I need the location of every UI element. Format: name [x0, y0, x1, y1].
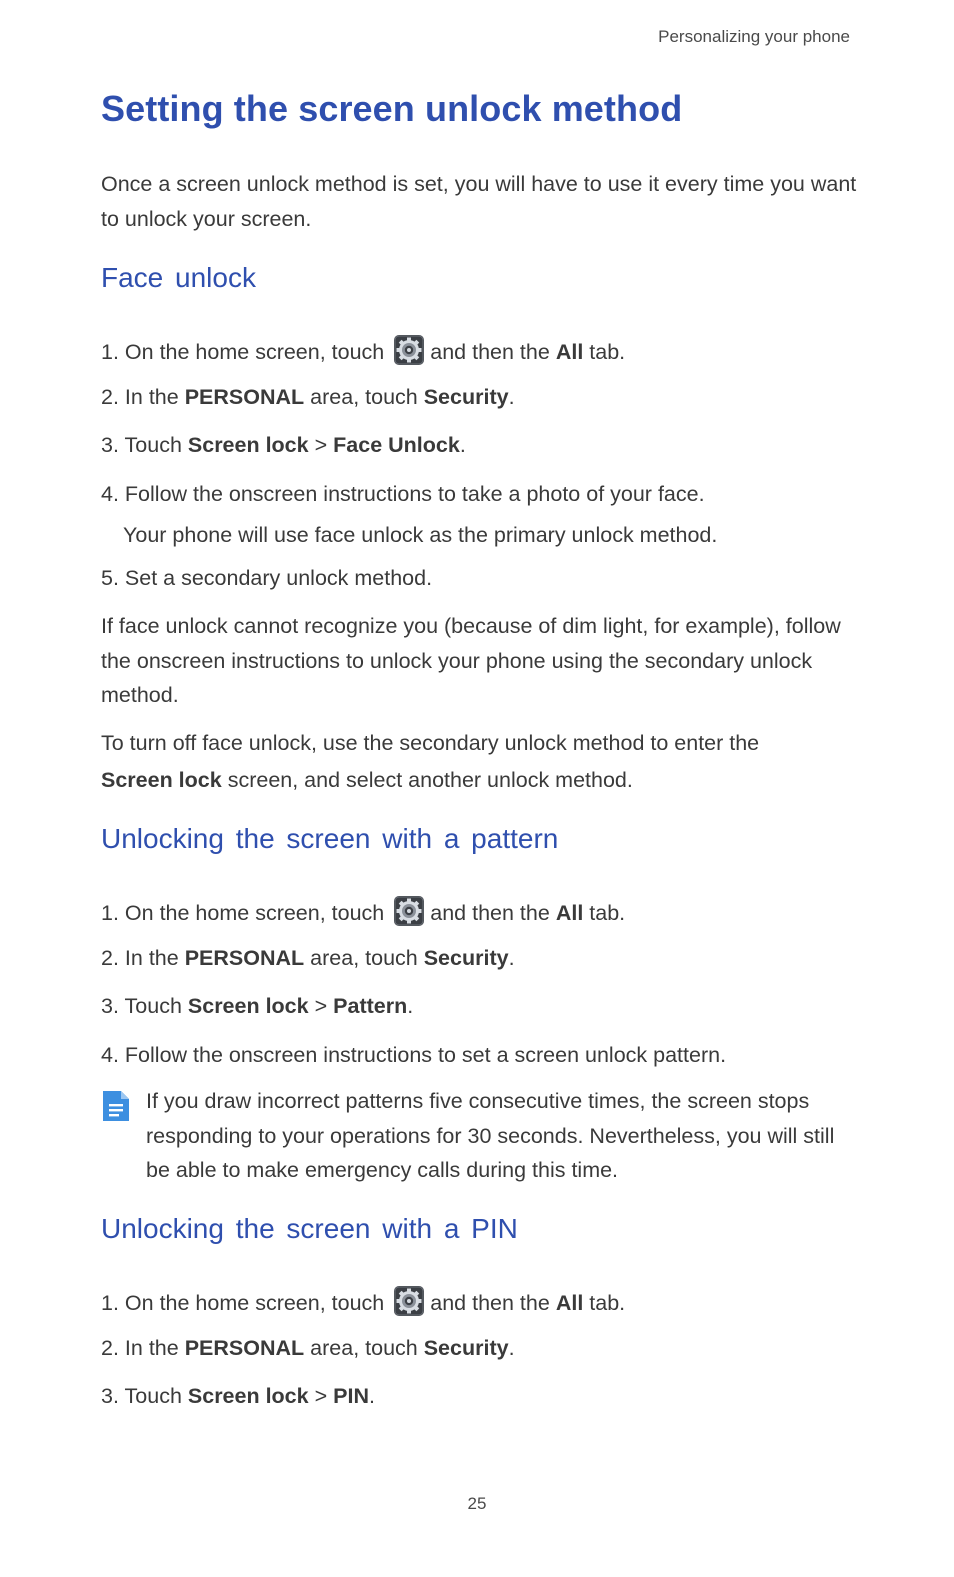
pin-step-2: 2. In the PERSONAL area, touch Security. [101, 1336, 515, 1360]
face-step-4-result: Your phone will use face unlock as the primary unlock method. [123, 523, 718, 547]
face-step-4: 4. Follow the onscreen instructions to take a photo of your face. [101, 482, 705, 506]
pattern-step-1: 1. On the home screen, touch and then the All tab. [101, 896, 625, 927]
settings-gear-icon [394, 896, 424, 926]
page-number: 25 [467, 1494, 487, 1513]
section-heading-pattern: Unlocking the screen with a pattern [101, 823, 559, 854]
section-heading-pin: Unlocking the screen with a PIN [101, 1213, 518, 1244]
pattern-step-3: 3. Touch Screen lock > Pattern. [101, 994, 414, 1018]
page-title: Setting the screen unlock method [101, 88, 683, 129]
pin-step-1: 1. On the home screen, touch and then the All tab. [101, 1286, 625, 1317]
section-heading-face-unlock: Face unlock [101, 262, 256, 293]
settings-gear-icon [394, 335, 424, 365]
running-header: Personalizing your phone [658, 27, 850, 46]
pattern-note-text: If you draw incorrect patterns five consecutive times, the screen stops responding to your operations for 30 seconds. Nevertheless, you will still be able to make emergency calls during this time. [146, 1089, 835, 1182]
face-step-2: 2. In the PERSONAL area, touch Security. [101, 385, 515, 409]
face-unlock-turn-off-paragraph: To turn off face unlock, use the secondary unlock method to enter the Screen lock screen, and select another unlock method. [101, 731, 760, 792]
face-unlock-fallback-paragraph: If face unlock cannot recognize you (because of dim light, for example), follow the onscreen instructions to unlock your phone using the secondary unlock method. [101, 614, 841, 707]
note-document-icon [101, 1089, 131, 1123]
pattern-step-4: 4. Follow the onscreen instructions to set a screen unlock pattern. [101, 1043, 727, 1067]
face-step-3: 3. Touch Screen lock > Face Unlock. [101, 433, 466, 457]
pattern-step-2: 2. In the PERSONAL area, touch Security. [101, 946, 515, 970]
pin-step-3: 3. Touch Screen lock > PIN. [101, 1384, 375, 1408]
face-step-1: 1. On the home screen, touch and then the All tab. [101, 335, 625, 366]
settings-gear-icon [394, 1286, 424, 1316]
face-step-5: 5. Set a secondary unlock method. [101, 566, 433, 590]
intro-paragraph: Once a screen unlock method is set, you will have to use it every time you want to unlock your screen. [101, 172, 857, 231]
